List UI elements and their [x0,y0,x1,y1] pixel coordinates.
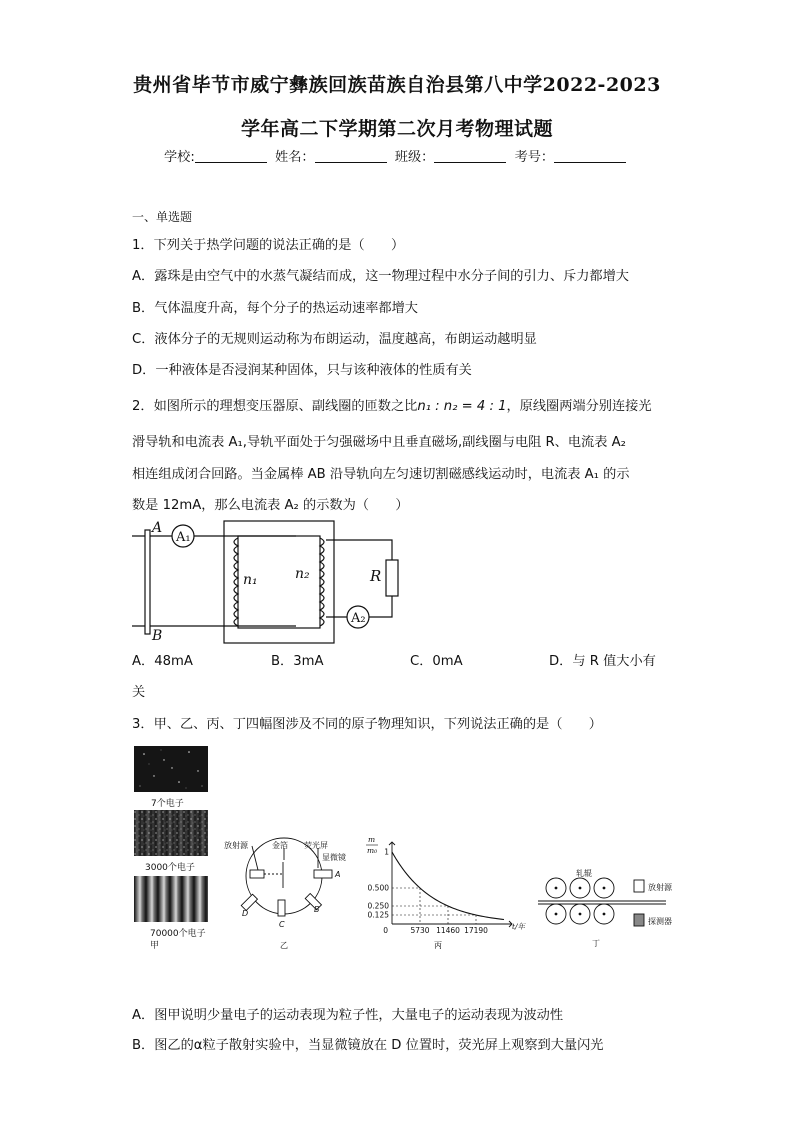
jia-caption-1: 7个电子 [151,799,184,809]
bing-ytick-label: 0.125 [367,910,389,920]
yi-caption: 乙 [280,941,288,950]
jia-caption-4: 甲 [150,941,160,951]
section-heading: 一、单选题 [132,210,193,224]
yi-label-d: D [242,909,249,918]
ding-rollers-label: 轧辊 [576,869,592,878]
yi-screen-label: 荧光屏 [304,841,328,850]
yi-foil-label: 金箔 [272,841,288,850]
q2-line-1b: ，原线圈两端分别连接光 [506,399,652,414]
q2-line-1 [132,395,652,414]
jia-caption-3: 70000个电子 [150,929,206,939]
bing-xtick-label: 0 [383,926,388,935]
q1-option-c: C．液体分子的无规则运动称为布朗运动，温度越高，布朗运动越明显 [132,332,537,347]
number-label: 考号： [514,150,555,165]
bing-decay-chart [362,830,532,954]
bing-caption: 丙 [434,941,442,950]
label-n2: n₂ [295,566,310,582]
q3-option-a: A．图甲说明少量电子的运动表现为粒子性，大量电子的运动表现为波动性 [132,1008,564,1023]
class-blank[interactable] [434,150,506,163]
q2-option-d-wrap: 关 [132,685,146,700]
ding-caption: 丁 [592,939,600,948]
yi-microscope-label: 显微镜 [322,853,346,862]
ammeter-a2-label: A₂ [351,611,366,626]
bing-decay-curve [392,852,504,920]
ding-source-label: 放射源 [648,883,672,892]
school-label: 学校: [164,150,195,165]
bing-xtick-label: 11460 [436,926,460,935]
bing-ylabel-bottom: m₀ [367,846,378,855]
q2-line-3: 相连组成闭合回路。当金属棒 AB 沿导轨向左匀速切割磁感线运动时，电流表 A₁ 的示 [132,467,630,482]
school-blank[interactable] [195,150,267,163]
title-line-2: 学年高二下学期第二次月考物理试题 [240,118,553,140]
bing-ytick-label: 0.500 [367,883,389,893]
bing-xlabel: t/年 [512,922,526,931]
ding-gauge-diagram [536,868,686,954]
q1-stem: 1．下列关于热学问题的说法正确的是（ ） [132,238,405,253]
jia-caption-2: 3000个电子 [145,863,195,873]
yi-source-label: 放射源 [224,841,248,850]
yi-label-a: A [335,870,341,879]
yi-label-b: B [314,905,320,914]
q2-option-b: B．3mA [271,654,324,669]
name-label: 姓名： [275,150,315,165]
transformer-diagram [126,518,416,646]
q1-option-a: A．露珠是由空气中的水蒸气凝结而成，这一物理过程中水分子间的引力、斥力都增大 [132,269,629,284]
q3-stem: 3．甲、乙、丙、丁四幅图涉及不同的原子物理知识，下列说法正确的是（ ） [132,717,602,732]
bing-ylabel-top: m [368,835,376,844]
q1-option-b: B．气体温度升高，每个分子的热运动速率都增大 [132,301,418,316]
q2-option-d: D．与 R 值大小有 [549,654,656,669]
q1-option-d: D．一种液体是否浸润某种固体，只与该种液体的性质有关 [132,363,472,378]
yi-label-c: C [279,920,285,929]
ding-detector-label: 探测器 [648,917,672,926]
ammeter-a1-label: A₁ [176,530,191,545]
q2-ratio: n₁ : n₂ = 4 : 1 [417,399,507,414]
bing-ytick-label: 1 [384,847,389,857]
jia-image-70000-electrons [134,876,208,922]
class-label: 班级： [394,150,435,165]
q2-line-1a: 2．如图所示的理想变压器原、副线圈的匝数之比 [132,399,418,414]
jia-image-3000-electrons [134,810,208,856]
q2-option-a: A．48mA [132,654,193,669]
label-n1: n₁ [243,572,258,588]
q2-line-2: 滑导轨和电流表 A₁,导轨平面处于匀强磁场中且垂直磁场,副线圈与电阻 R、电流表 A₂ [132,435,626,450]
jia-image-7-electrons [134,746,208,792]
bing-xtick-label: 5730 [410,926,430,935]
bing-ytick-label: 0.250 [367,901,389,911]
title-line-1: 贵州省毕节市威宁彝族回族苗族自治县第八中学2022-2023 [133,74,661,96]
q2-option-c: C．0mA [410,654,463,669]
label-b: B [152,628,163,644]
q2-line-4: 数是 12mA，那么电流表 A₂ 的示数为（ ） [132,498,409,513]
info-fields [164,146,630,165]
bing-xtick-label: 17190 [464,926,488,935]
number-blank[interactable] [554,150,626,163]
yi-scattering-diagram [222,836,364,952]
label-r: R [370,567,382,585]
name-blank[interactable] [315,150,387,163]
q3-option-b: B．图乙的α粒子散射实验中，当显微镜放在 D 位置时，荧光屏上观察到大量闪光 [132,1038,604,1053]
label-a: A [152,520,163,536]
